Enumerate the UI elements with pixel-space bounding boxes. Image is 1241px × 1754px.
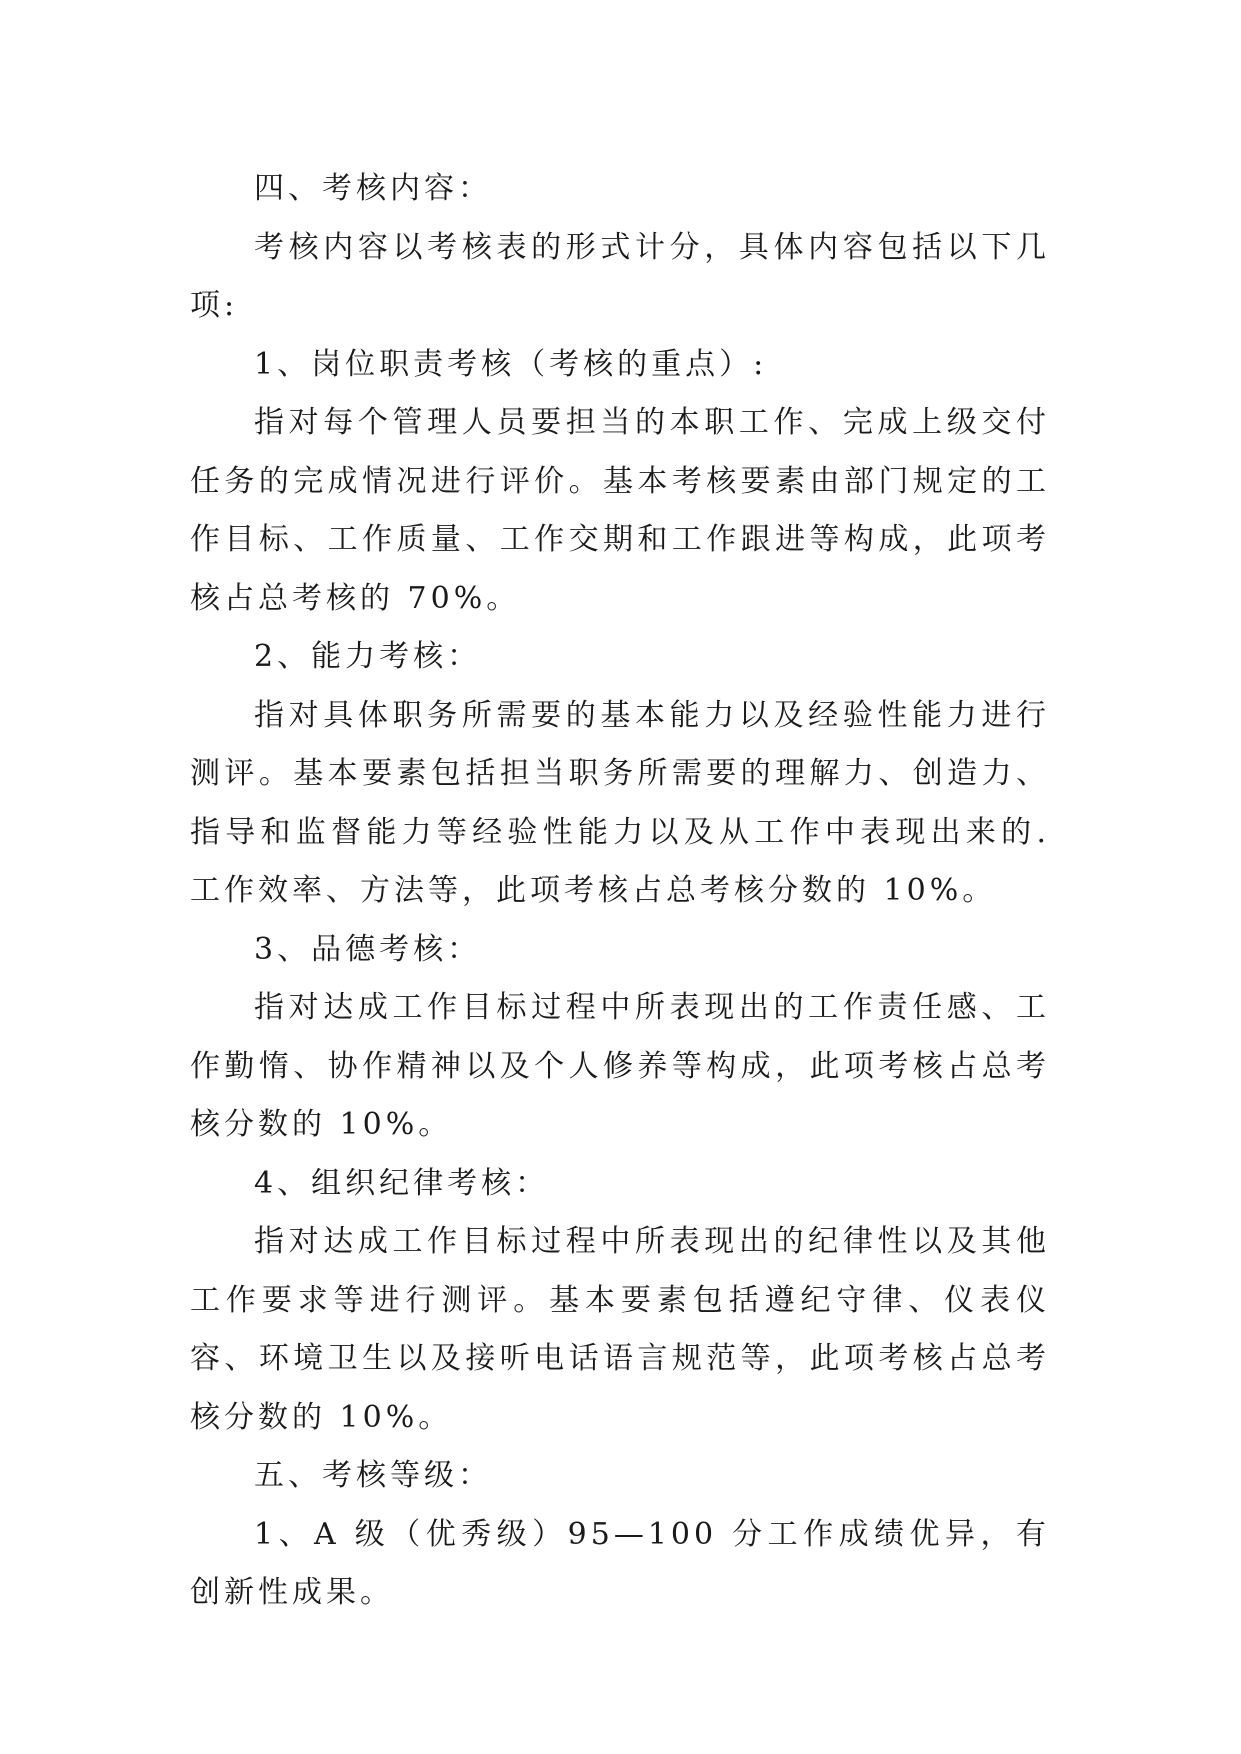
item-body-discipline: 指对达成工作目标过程中所表现出的纪律性以及其他工作要求等进行测评。基本要素包括遵纪守律、仪表仪容、环境卫生以及接听电话语言规范等，此项考核占总考核分数的 10%。 bbox=[190, 1224, 1050, 1435]
section-heading-assessment-grades: 五、考核等级： bbox=[254, 1458, 492, 1493]
grade-item-a: 1、A 级（优秀级）95—100 分工作成绩优异，有创新性成果。 bbox=[190, 1516, 1050, 1610]
intro-paragraph: 考核内容以考核表的形式计分，具体内容包括以下几项: bbox=[190, 229, 1050, 323]
document-body bbox=[190, 160, 1050, 1623]
section-heading-assessment-content: 四、考核内容： bbox=[254, 171, 492, 206]
item-heading-job-duties: 1、岗位职责考核（考核的重点）: bbox=[254, 346, 768, 382]
item-heading-discipline: 4、组织纪律考核： bbox=[254, 1165, 550, 1201]
item-heading-ability: 2、能力考核： bbox=[254, 639, 482, 674]
item-body-job-duties: 指对每个管理人员要担当的本职工作、完成上级交付任务的完成情况进行评价。基本考核要素由部门规定的工作目标、工作质量、工作交期和工作跟进等构成，此项考核占总考核的 70%。 bbox=[190, 405, 1050, 616]
item-body-ability: 指对具体职务所需要的基本能力以及经验性能力进行测评。基本要素包括担当职务所需要的理解力、创造力、指导和监督能力等经验性能力以及从工作中表现出来的.工作效率、方法等，此项考核占总考核分数的 10%。 bbox=[190, 697, 1050, 908]
item-heading-conduct: 3、品德考核： bbox=[254, 931, 482, 967]
item-body-conduct: 指对达成工作目标过程中所表现出的工作责任感、工作勤惰、协作精神以及个人修养等构成，此项考核占总考核分数的 10%。 bbox=[190, 990, 1050, 1142]
